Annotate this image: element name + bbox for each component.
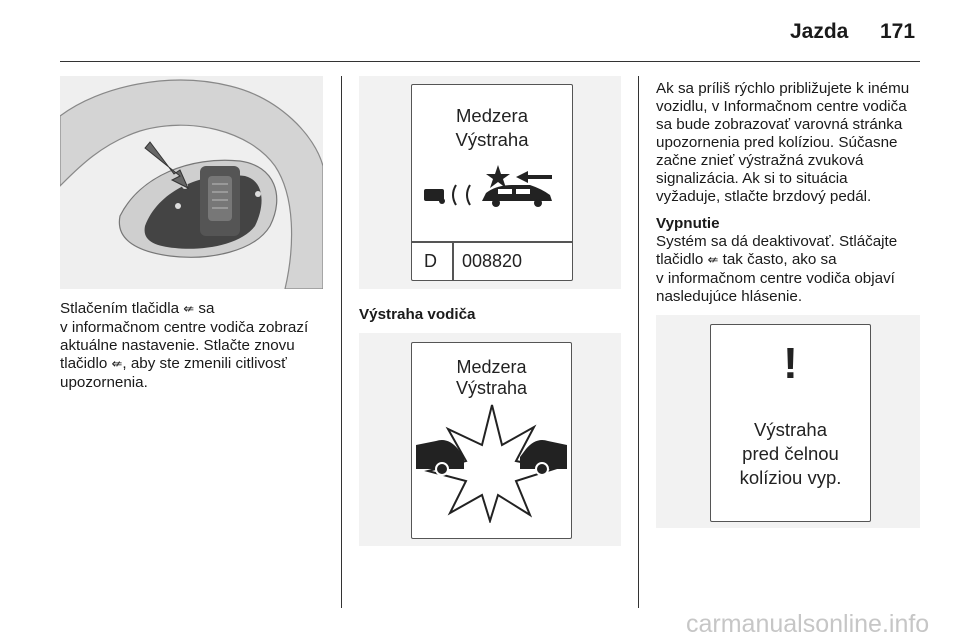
- dic-display-collision-warning: [411, 342, 572, 539]
- chapter-title: Jazda: [790, 20, 849, 43]
- display-line-1: Medzera: [456, 357, 527, 377]
- column-divider-right: [638, 76, 639, 608]
- steering-wheel-illustration: [60, 76, 323, 289]
- header-rule: [60, 61, 920, 62]
- display-divider-v: [452, 241, 454, 280]
- right-paragraph-2: Systém sa dá deaktivovať. Stláčajte tlačidlo ⇍ tak často, ako sa v informačnom centre vodiča objaví nasledujúce hlásenie.: [656, 233, 898, 305]
- steering-wheel-figure: [60, 76, 323, 289]
- display-line-2: pred čelnou: [742, 443, 839, 464]
- subheading-vypnutie: Vypnutie: [656, 215, 720, 232]
- dic-display-gap-warning: [411, 84, 573, 281]
- display-line-2: Výstraha: [455, 129, 529, 150]
- gear-indicator: D: [424, 251, 437, 271]
- display-divider: [412, 241, 572, 243]
- page-header: [0, 0, 960, 62]
- display-line-1: Výstraha: [753, 419, 827, 440]
- page-number: 171: [880, 20, 916, 43]
- gap-button-icon: ⇍: [183, 302, 195, 317]
- display-line-2: Výstraha: [455, 378, 528, 398]
- warning-mark: !: [783, 339, 798, 388]
- gap-button-icon: ⇍: [111, 357, 123, 372]
- collision-icon: [412, 403, 571, 523]
- gap-button-icon: ⇍: [707, 253, 719, 268]
- display-line-3: kolíziou vyp.: [739, 467, 842, 488]
- column-divider-left: [341, 76, 342, 608]
- odometer: 008820: [462, 251, 523, 271]
- watermark: carmanualsonline.info: [686, 610, 930, 638]
- display-line-1: Medzera: [456, 105, 528, 126]
- left-paragraph: Stlačením tlačidla ⇍ sa v informačnom centre vodiča zobrazí aktuálne nastavenie. Stlačte znovu tlačidlo ⇍, aby ste zmenili citlivosť upozornenia.: [60, 300, 309, 391]
- right-paragraph-1: Ak sa príliš rýchlo približujete k inému vozidlu, v Informačnom centre vodiča sa bude zobrazovať varovná stránka upozornenia pred kolíziou. Súčasne začne znieť výstražná zvuková signalizácia. Ak si to situácia vyžaduje, stlačte brzdový pedál.: [656, 80, 910, 205]
- dic-display-collision-off: [710, 324, 871, 522]
- figure-caption: Výstraha vodiča: [359, 306, 476, 323]
- following-distance-icon: [412, 163, 572, 213]
